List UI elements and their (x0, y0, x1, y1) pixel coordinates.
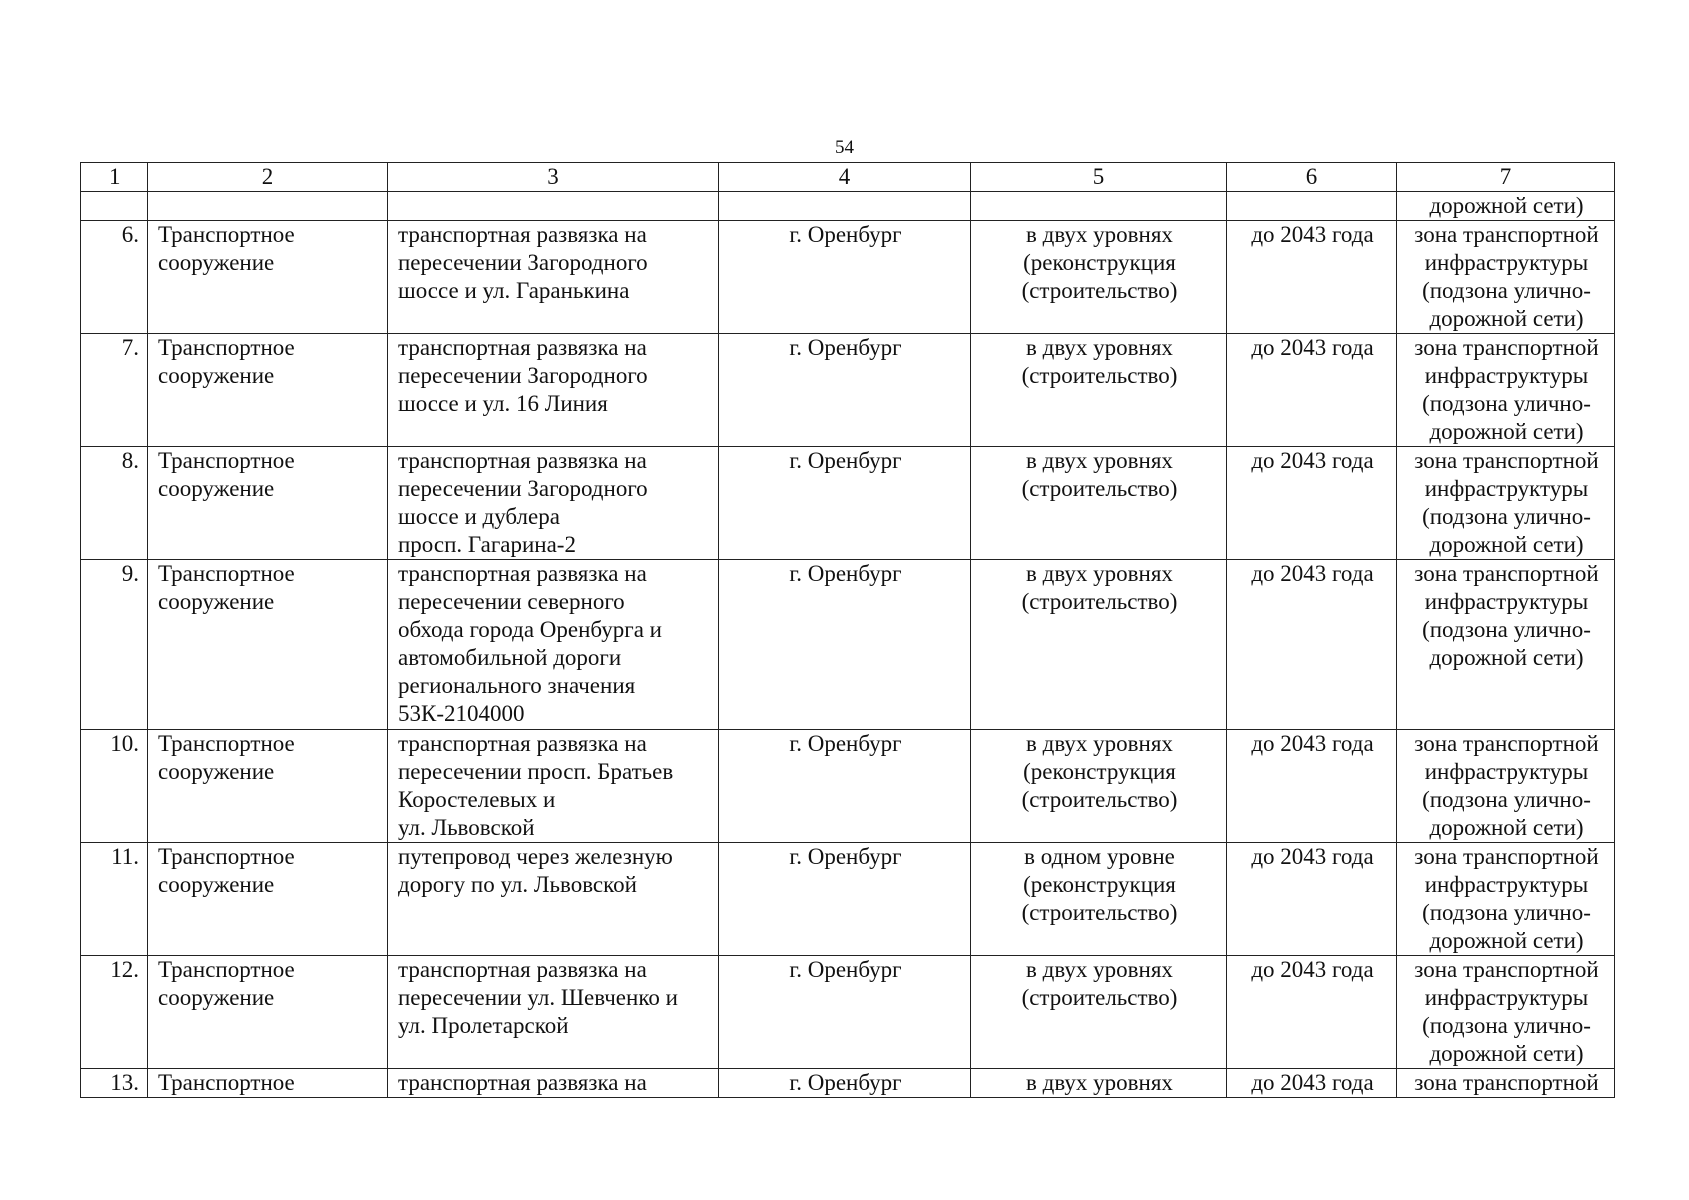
zone-line: дорожной сети) (1429, 306, 1584, 331)
type-line: сооружение (158, 759, 275, 784)
characteristics-line: (строительство) (1021, 787, 1178, 812)
name-line: пересечении Загородного (398, 476, 648, 501)
cell-number: 13. (81, 1069, 148, 1098)
cell-characteristics (971, 730, 1227, 843)
type-line: сооружение (158, 476, 275, 501)
name-line: ул. Пролетарской (398, 1013, 569, 1038)
cell-zone (1397, 221, 1615, 334)
cell-location: г. Оренбург (719, 221, 971, 334)
table-header (81, 163, 1615, 192)
zone-line: инфраструктуры (1424, 759, 1589, 784)
zone-line: дорожной сети) (1429, 815, 1584, 840)
cell-location: г. Оренбург (719, 1069, 971, 1098)
cell-number (81, 192, 148, 221)
cell-zone (1397, 192, 1615, 221)
characteristics-line: (строительство) (1021, 985, 1178, 1010)
type-line: Транспортное (158, 561, 295, 586)
type-line: Транспортное (158, 731, 295, 756)
zone-line: дорожной сети) (1429, 419, 1584, 444)
characteristics-line: в двух уровнях (1026, 957, 1173, 982)
name-line: пересечении Загородного (398, 250, 648, 275)
zone-line: инфраструктуры (1424, 589, 1589, 614)
zone-line: зона транспортной (1414, 731, 1599, 756)
characteristics-line: в одном уровне (1024, 844, 1175, 869)
zone-line: дорожной сети) (1429, 532, 1584, 557)
table-row (81, 843, 1615, 956)
zone-line: (подзона улично- (1422, 617, 1591, 642)
cell-number: 7. (81, 334, 148, 447)
name-line: путепровод через железную (398, 844, 673, 869)
name-line: шоссе и дублера (398, 504, 560, 529)
cell-term: до 2043 года (1227, 843, 1397, 956)
cell-location: г. Оренбург (719, 334, 971, 447)
table-row (81, 1069, 1615, 1098)
type-line: Транспортное (158, 957, 295, 982)
cell-characteristics (971, 560, 1227, 730)
name-line: транспортная развязка на (398, 957, 647, 982)
name-line: транспортная развязка на (398, 335, 647, 360)
cell-term: до 2043 года (1227, 1069, 1397, 1098)
cell-number: 10. (81, 730, 148, 843)
cell-zone (1397, 730, 1615, 843)
cell-zone (1397, 334, 1615, 447)
type-line: сооружение (158, 250, 275, 275)
cell-location (719, 192, 971, 221)
characteristics-line: в двух уровнях (1026, 1070, 1173, 1095)
cell-location: г. Оренбург (719, 447, 971, 560)
cell-characteristics (971, 956, 1227, 1069)
zone-line: (подзона улично- (1422, 278, 1591, 303)
characteristics-line: (строительство) (1021, 363, 1178, 388)
type-line: сооружение (158, 363, 275, 388)
characteristics-line: (строительство) (1021, 278, 1178, 303)
cell-number: 8. (81, 447, 148, 560)
cell-number: 9. (81, 560, 148, 730)
cell-zone (1397, 447, 1615, 560)
zone-line: зона транспортной (1414, 957, 1599, 982)
name-line: ул. Львовской (398, 815, 535, 840)
zone-line: дорожной сети) (1429, 645, 1584, 670)
name-line: транспортная развязка на (398, 1070, 647, 1095)
cell-zone (1397, 956, 1615, 1069)
cell-zone (1397, 843, 1615, 956)
cell-number: 11. (81, 843, 148, 956)
characteristics-line: в двух уровнях (1026, 731, 1173, 756)
characteristics-line: в двух уровнях (1026, 335, 1173, 360)
cell-location: г. Оренбург (719, 956, 971, 1069)
cell-term: до 2043 года (1227, 560, 1397, 730)
type-line: Транспортное (158, 844, 295, 869)
cell-type (148, 730, 388, 843)
document-table (80, 162, 1615, 1098)
table-row (81, 730, 1615, 843)
zone-line: зона транспортной (1414, 844, 1599, 869)
cell-name (388, 221, 719, 334)
type-line: Транспортное (158, 1070, 295, 1095)
characteristics-line: в двух уровнях (1026, 222, 1173, 247)
characteristics-line: (реконструкция (1023, 250, 1176, 275)
zone-line: (подзона улично- (1422, 1013, 1591, 1038)
cell-name (388, 192, 719, 221)
zone-line: (подзона улично- (1422, 391, 1591, 416)
cell-characteristics (971, 1069, 1227, 1098)
type-line: Транспортное (158, 222, 295, 247)
table-row (81, 560, 1615, 730)
zone-line: (подзона улично- (1422, 504, 1591, 529)
cell-name (388, 560, 719, 730)
zone-line: инфраструктуры (1424, 872, 1589, 897)
type-line: Транспортное (158, 335, 295, 360)
name-line: транспортная развязка на (398, 561, 647, 586)
characteristics-line: в двух уровнях (1026, 448, 1173, 473)
cell-term: до 2043 года (1227, 334, 1397, 447)
cell-location: г. Оренбург (719, 730, 971, 843)
zone-line: зона транспортной (1414, 561, 1599, 586)
column-header: 2 (148, 163, 388, 192)
characteristics-line: (строительство) (1021, 900, 1178, 925)
name-line: дорогу по ул. Львовской (398, 872, 637, 897)
header-row (81, 163, 1615, 192)
cell-term (1227, 192, 1397, 221)
column-header: 1 (81, 163, 148, 192)
column-header: 3 (388, 163, 719, 192)
zone-line: инфраструктуры (1424, 476, 1589, 501)
table-body (81, 192, 1615, 1098)
type-line: сооружение (158, 985, 275, 1010)
cell-location: г. Оренбург (719, 843, 971, 956)
characteristics-line: (реконструкция (1023, 759, 1176, 784)
cell-characteristics (971, 843, 1227, 956)
cell-name (388, 334, 719, 447)
zone-line: зона транспортной (1414, 448, 1599, 473)
zone-line: зона транспортной (1414, 222, 1599, 247)
table-row (81, 447, 1615, 560)
zone-line: инфраструктуры (1424, 363, 1589, 388)
table-row (81, 956, 1615, 1069)
column-header: 6 (1227, 163, 1397, 192)
cell-name (388, 447, 719, 560)
type-line: Транспортное (158, 448, 295, 473)
cell-location: г. Оренбург (719, 560, 971, 730)
cell-term: до 2043 года (1227, 447, 1397, 560)
zone-line: зона транспортной (1414, 335, 1599, 360)
characteristics-line: (строительство) (1021, 476, 1178, 501)
column-header: 5 (971, 163, 1227, 192)
name-line: Коростелевых и (398, 787, 556, 812)
zone-line: (подзона улично- (1422, 787, 1591, 812)
name-line: пересечении северного (398, 589, 625, 614)
cell-characteristics (971, 221, 1227, 334)
cell-number: 6. (81, 221, 148, 334)
cell-name (388, 1069, 719, 1098)
cell-characteristics (971, 192, 1227, 221)
name-line: просп. Гагарина-2 (398, 532, 576, 557)
cell-zone (1397, 560, 1615, 730)
characteristics-line: (реконструкция (1023, 872, 1176, 897)
cell-number: 12. (81, 956, 148, 1069)
page-number: 54 (835, 137, 854, 158)
characteristics-line: (строительство) (1021, 589, 1178, 614)
cell-type (148, 1069, 388, 1098)
cell-type (148, 956, 388, 1069)
zone-line: инфраструктуры (1424, 250, 1589, 275)
cell-characteristics (971, 447, 1227, 560)
characteristics-line: в двух уровнях (1026, 561, 1173, 586)
cell-name (388, 956, 719, 1069)
cell-name (388, 730, 719, 843)
cell-type (148, 334, 388, 447)
cell-term: до 2043 года (1227, 221, 1397, 334)
table-row (81, 334, 1615, 447)
name-line: обхода города Оренбурга и (398, 617, 662, 642)
cell-type (148, 560, 388, 730)
zone-line: дорожной сети) (1429, 193, 1584, 218)
column-header: 4 (719, 163, 971, 192)
cell-type (148, 447, 388, 560)
name-line: пересечении Загородного (398, 363, 648, 388)
name-line: шоссе и ул. 16 Линия (398, 391, 608, 416)
zone-line: инфраструктуры (1424, 985, 1589, 1010)
name-line: пересечении просп. Братьев (398, 759, 674, 784)
name-line: автомобильной дороги (398, 645, 622, 670)
name-line: пересечении ул. Шевченко и (398, 985, 678, 1010)
zone-line: дорожной сети) (1429, 1041, 1584, 1066)
cell-type (148, 221, 388, 334)
type-line: сооружение (158, 872, 275, 897)
cell-type (148, 192, 388, 221)
cell-zone (1397, 1069, 1615, 1098)
column-header: 7 (1397, 163, 1615, 192)
cell-term: до 2043 года (1227, 730, 1397, 843)
cell-characteristics (971, 334, 1227, 447)
name-line: шоссе и ул. Гаранькина (398, 278, 630, 303)
zone-line: зона транспортной (1414, 1070, 1599, 1095)
cell-term: до 2043 года (1227, 956, 1397, 1069)
name-line: транспортная развязка на (398, 448, 647, 473)
type-line: сооружение (158, 589, 275, 614)
zone-line: (подзона улично- (1422, 900, 1591, 925)
table-row (81, 221, 1615, 334)
zone-line: дорожной сети) (1429, 928, 1584, 953)
name-line: транспортная развязка на (398, 731, 647, 756)
cell-type (148, 843, 388, 956)
cell-name (388, 843, 719, 956)
continuation-row (81, 192, 1615, 221)
name-line: транспортная развязка на (398, 222, 647, 247)
name-line: регионального значения (398, 673, 636, 698)
name-line: 53К-2104000 (398, 701, 525, 726)
